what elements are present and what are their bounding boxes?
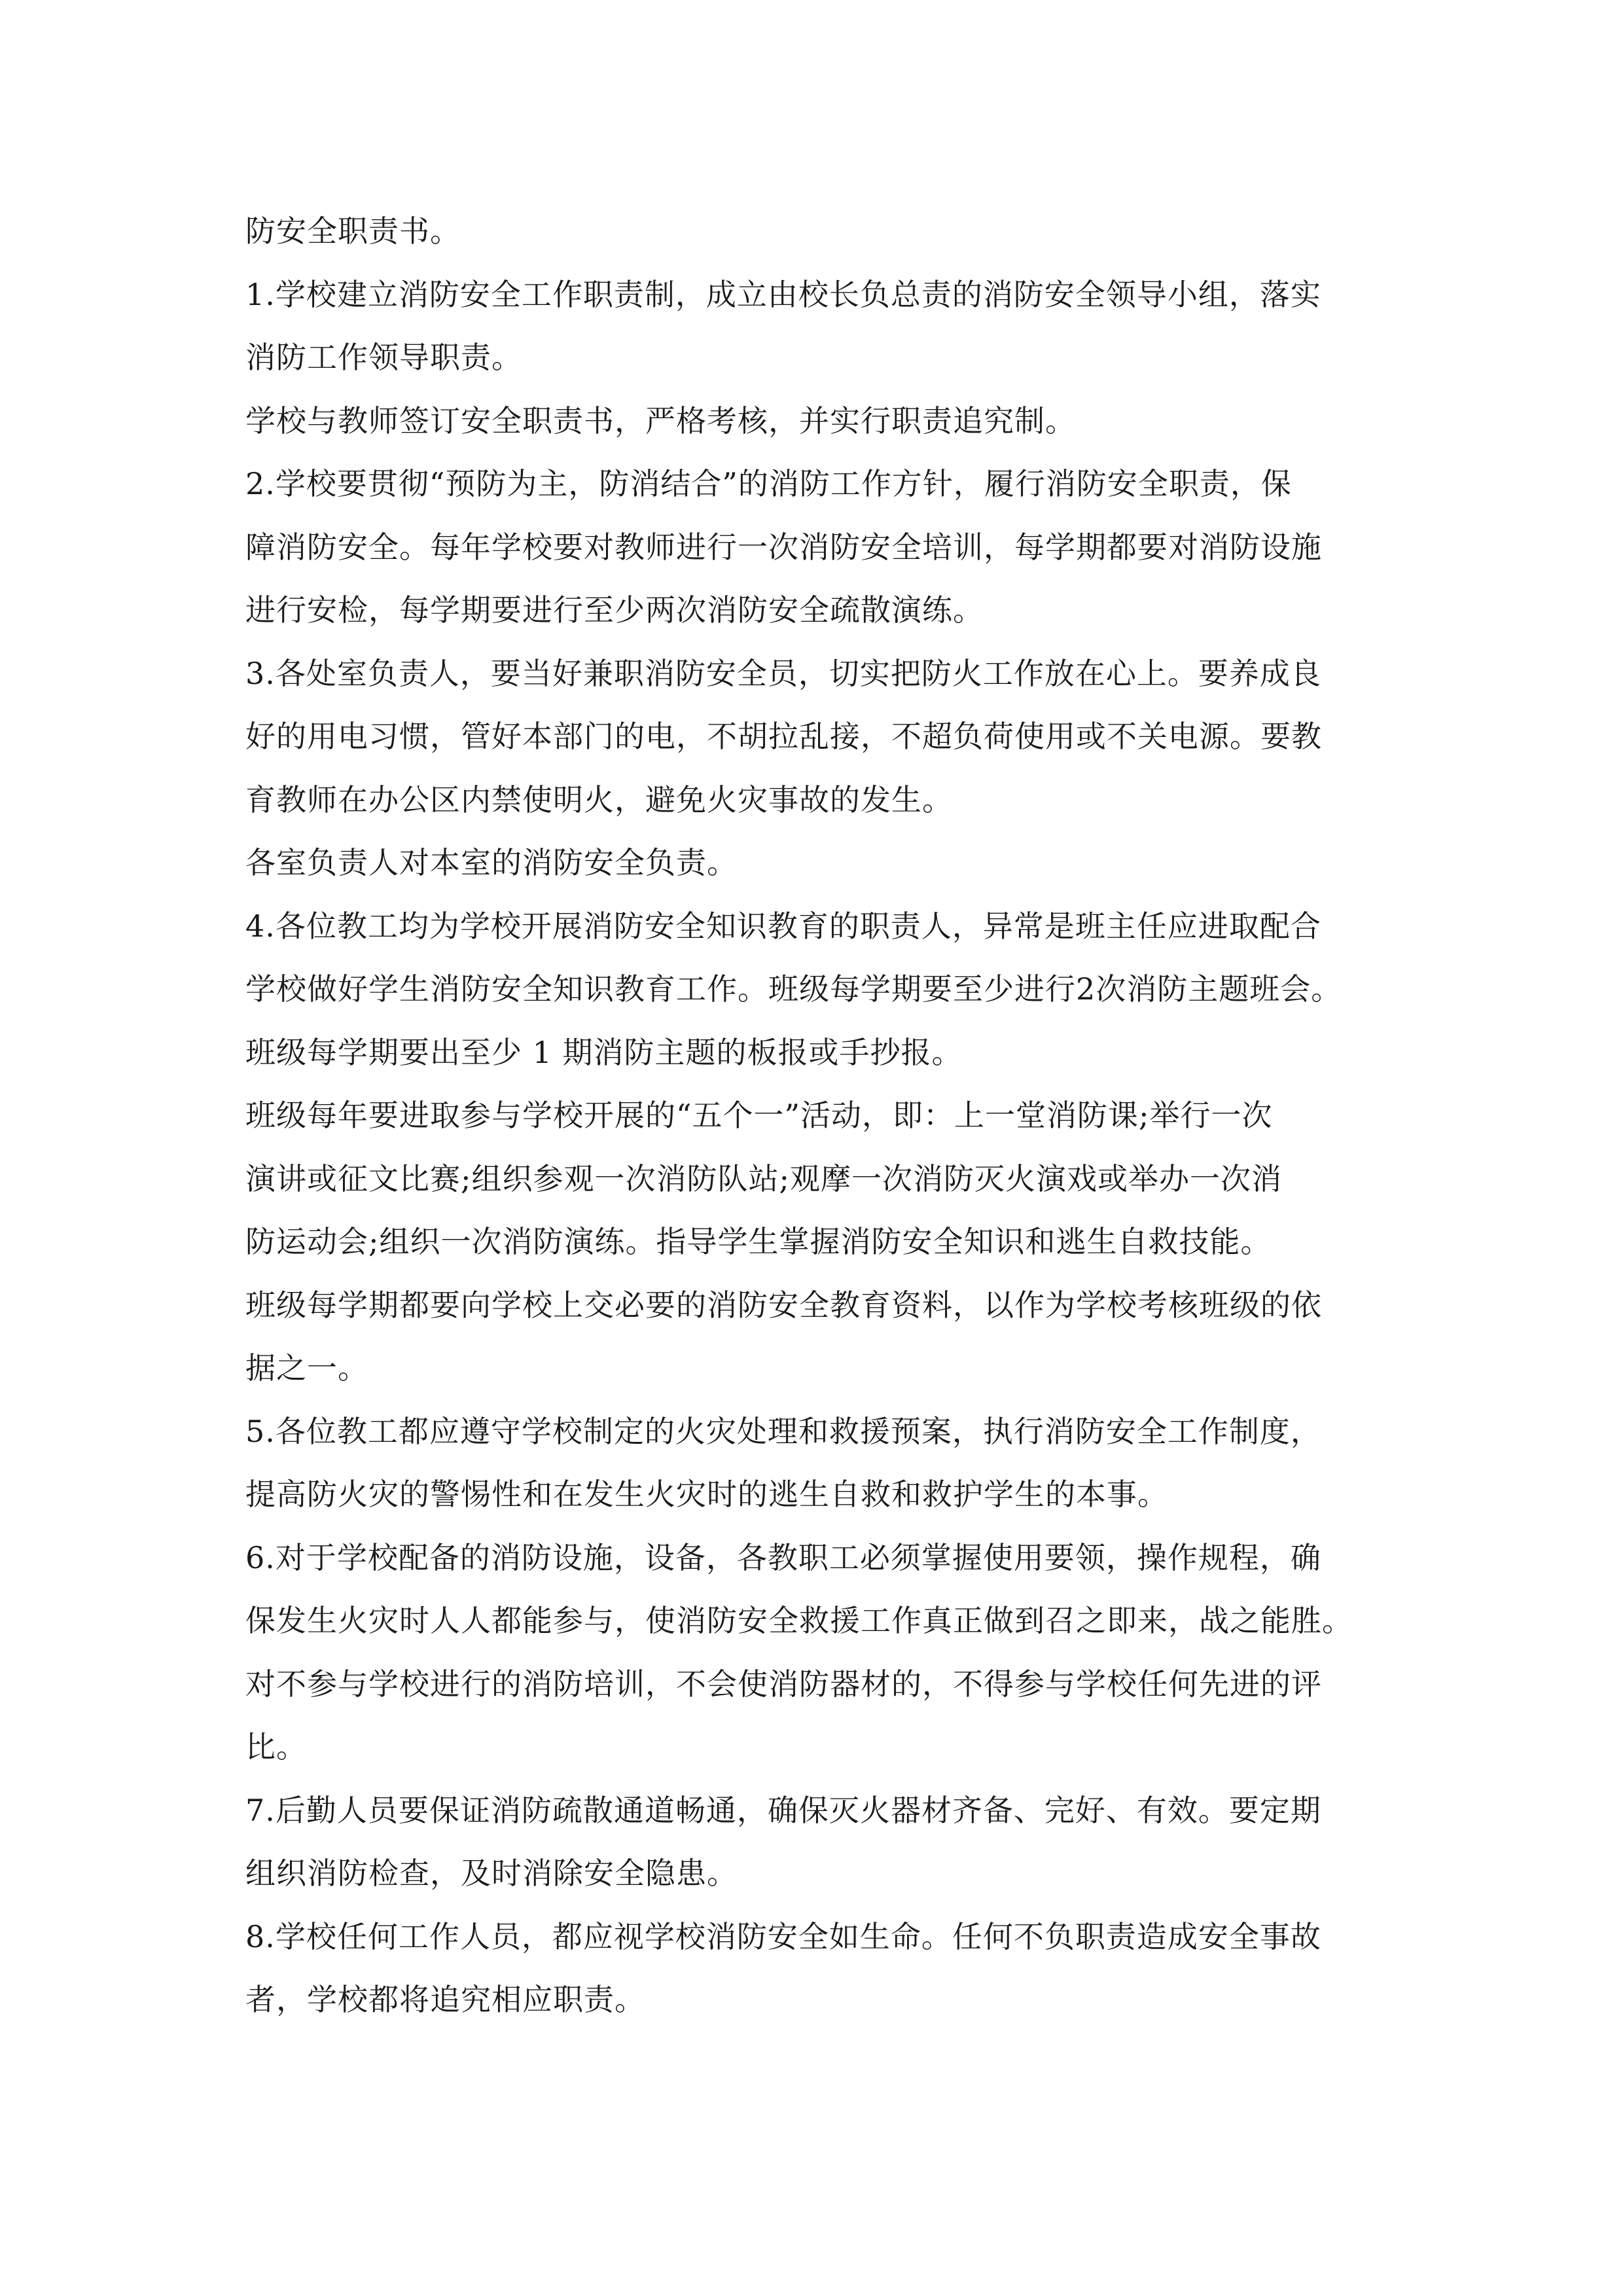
- paragraph-item-4-materials: [245, 1274, 1384, 1400]
- text-line: 1.学校建立消防安全工作职责制，成立由校长负总责的消防安全领导小组，落实: [245, 276, 1321, 312]
- paragraph-item-2: [245, 452, 1384, 642]
- document-body: [245, 200, 1384, 2032]
- paragraph-item-1-note: [245, 389, 1384, 453]
- text-line: 育教师在办公区内禁使明火，避免火灾事故的发生。: [245, 781, 953, 817]
- text-line: 障消防安全。每年学校要对教师进行一次消防安全培训，每学期都要对消防设施: [245, 529, 1322, 565]
- text-line: 比。: [245, 1729, 307, 1765]
- text-line: 各室负责人对本室的消防安全负责。: [245, 845, 738, 880]
- text-line: 保发生火灾时人人都能参与，使消防安全救援工作真正做到召之即来，战之能胜。: [245, 1603, 1353, 1638]
- text-line: 提高防火灾的警惕性和在发生火灾时的逃生自救和救护学生的本事。: [245, 1477, 1168, 1512]
- text-line: 进行安检，每学期要进行至少两次消防安全疏散演练。: [245, 592, 984, 628]
- text-line: 消防工作领导职责。: [245, 340, 522, 375]
- text-line: 防安全职责书。: [245, 213, 461, 249]
- paragraph-continuation: [245, 200, 1384, 263]
- paragraph-item-3: [245, 642, 1384, 832]
- text-line: 演讲或征文比赛;组织参观一次消防队站;观摩一次消防灭火演戏或举办一次消: [245, 1160, 1282, 1196]
- paragraph-item-3-note: [245, 831, 1384, 895]
- text-line: 防运动会;组织一次消防演练。指导学生掌握消防安全知识和逃生自救技能。: [245, 1224, 1272, 1259]
- text-line: 3.各处室负责人，要当好兼职消防安全员，切实把防火工作放在心上。要养成良: [245, 655, 1321, 691]
- text-line: 好的用电习惯，管好本部门的电，不胡拉乱接，不超负荷使用或不关电源。要教: [245, 719, 1322, 754]
- text-line: 据之一。: [245, 1350, 368, 1386]
- paragraph-item-7: [245, 1779, 1384, 1905]
- paragraph-item-4-activities: [245, 1084, 1384, 1274]
- text-line: 6.对于学校配备的消防设施，设备，各教职工必须掌握使用要领，操作规程，确: [245, 1539, 1321, 1575]
- text-line: 学校与教师签订安全职责书，严格考核，并实行职责追究制。: [245, 403, 1076, 439]
- paragraph-item-4: [245, 895, 1384, 1085]
- paragraph-item-6: [245, 1526, 1384, 1779]
- text-line: 2.学校要贯彻“预防为主，防消结合”的消防工作方针，履行消防安全职责，保: [245, 466, 1292, 501]
- text-line: 班级每学期要出至少 1 期消防主题的板报或手抄报。: [245, 1034, 963, 1070]
- paragraph-item-1: [245, 263, 1384, 389]
- text-line: 5.各位教工都应遵守学校制定的火灾处理和救援预案，执行消防安全工作制度，: [245, 1413, 1321, 1449]
- text-line: 组织消防检查，及时消除安全隐患。: [245, 1856, 738, 1891]
- paragraph-item-8: [245, 1905, 1384, 2032]
- paragraph-item-5: [245, 1400, 1384, 1526]
- text-line: 者，学校都将追究相应职责。: [245, 1982, 645, 2017]
- text-line: 班级每学期都要向学校上交必要的消防安全教育资料，以作为学校考核班级的依: [245, 1287, 1322, 1323]
- text-line: 班级每年要进取参与学校开展的“五个一”活动，即：上一堂消防课;举行一次: [245, 1098, 1273, 1133]
- text-line: 8.学校任何工作人员，都应视学校消防安全如生命。任何不负职责造成安全事故: [245, 1918, 1321, 1954]
- text-line: 4.各位教工均为学校开展消防安全知识教育的职责人，异常是班主任应进取配合: [245, 908, 1321, 944]
- text-line: 7.后勤人员要保证消防疏散通道畅通，确保灭火器材齐备、完好、有效。要定期: [245, 1792, 1321, 1828]
- text-line: 学校做好学生消防安全知识教育工作。班级每学期要至少进行2次消防主题班会。: [245, 971, 1342, 1007]
- text-line: 对不参与学校进行的消防培训，不会使消防器材的，不得参与学校任何先进的评: [245, 1666, 1322, 1702]
